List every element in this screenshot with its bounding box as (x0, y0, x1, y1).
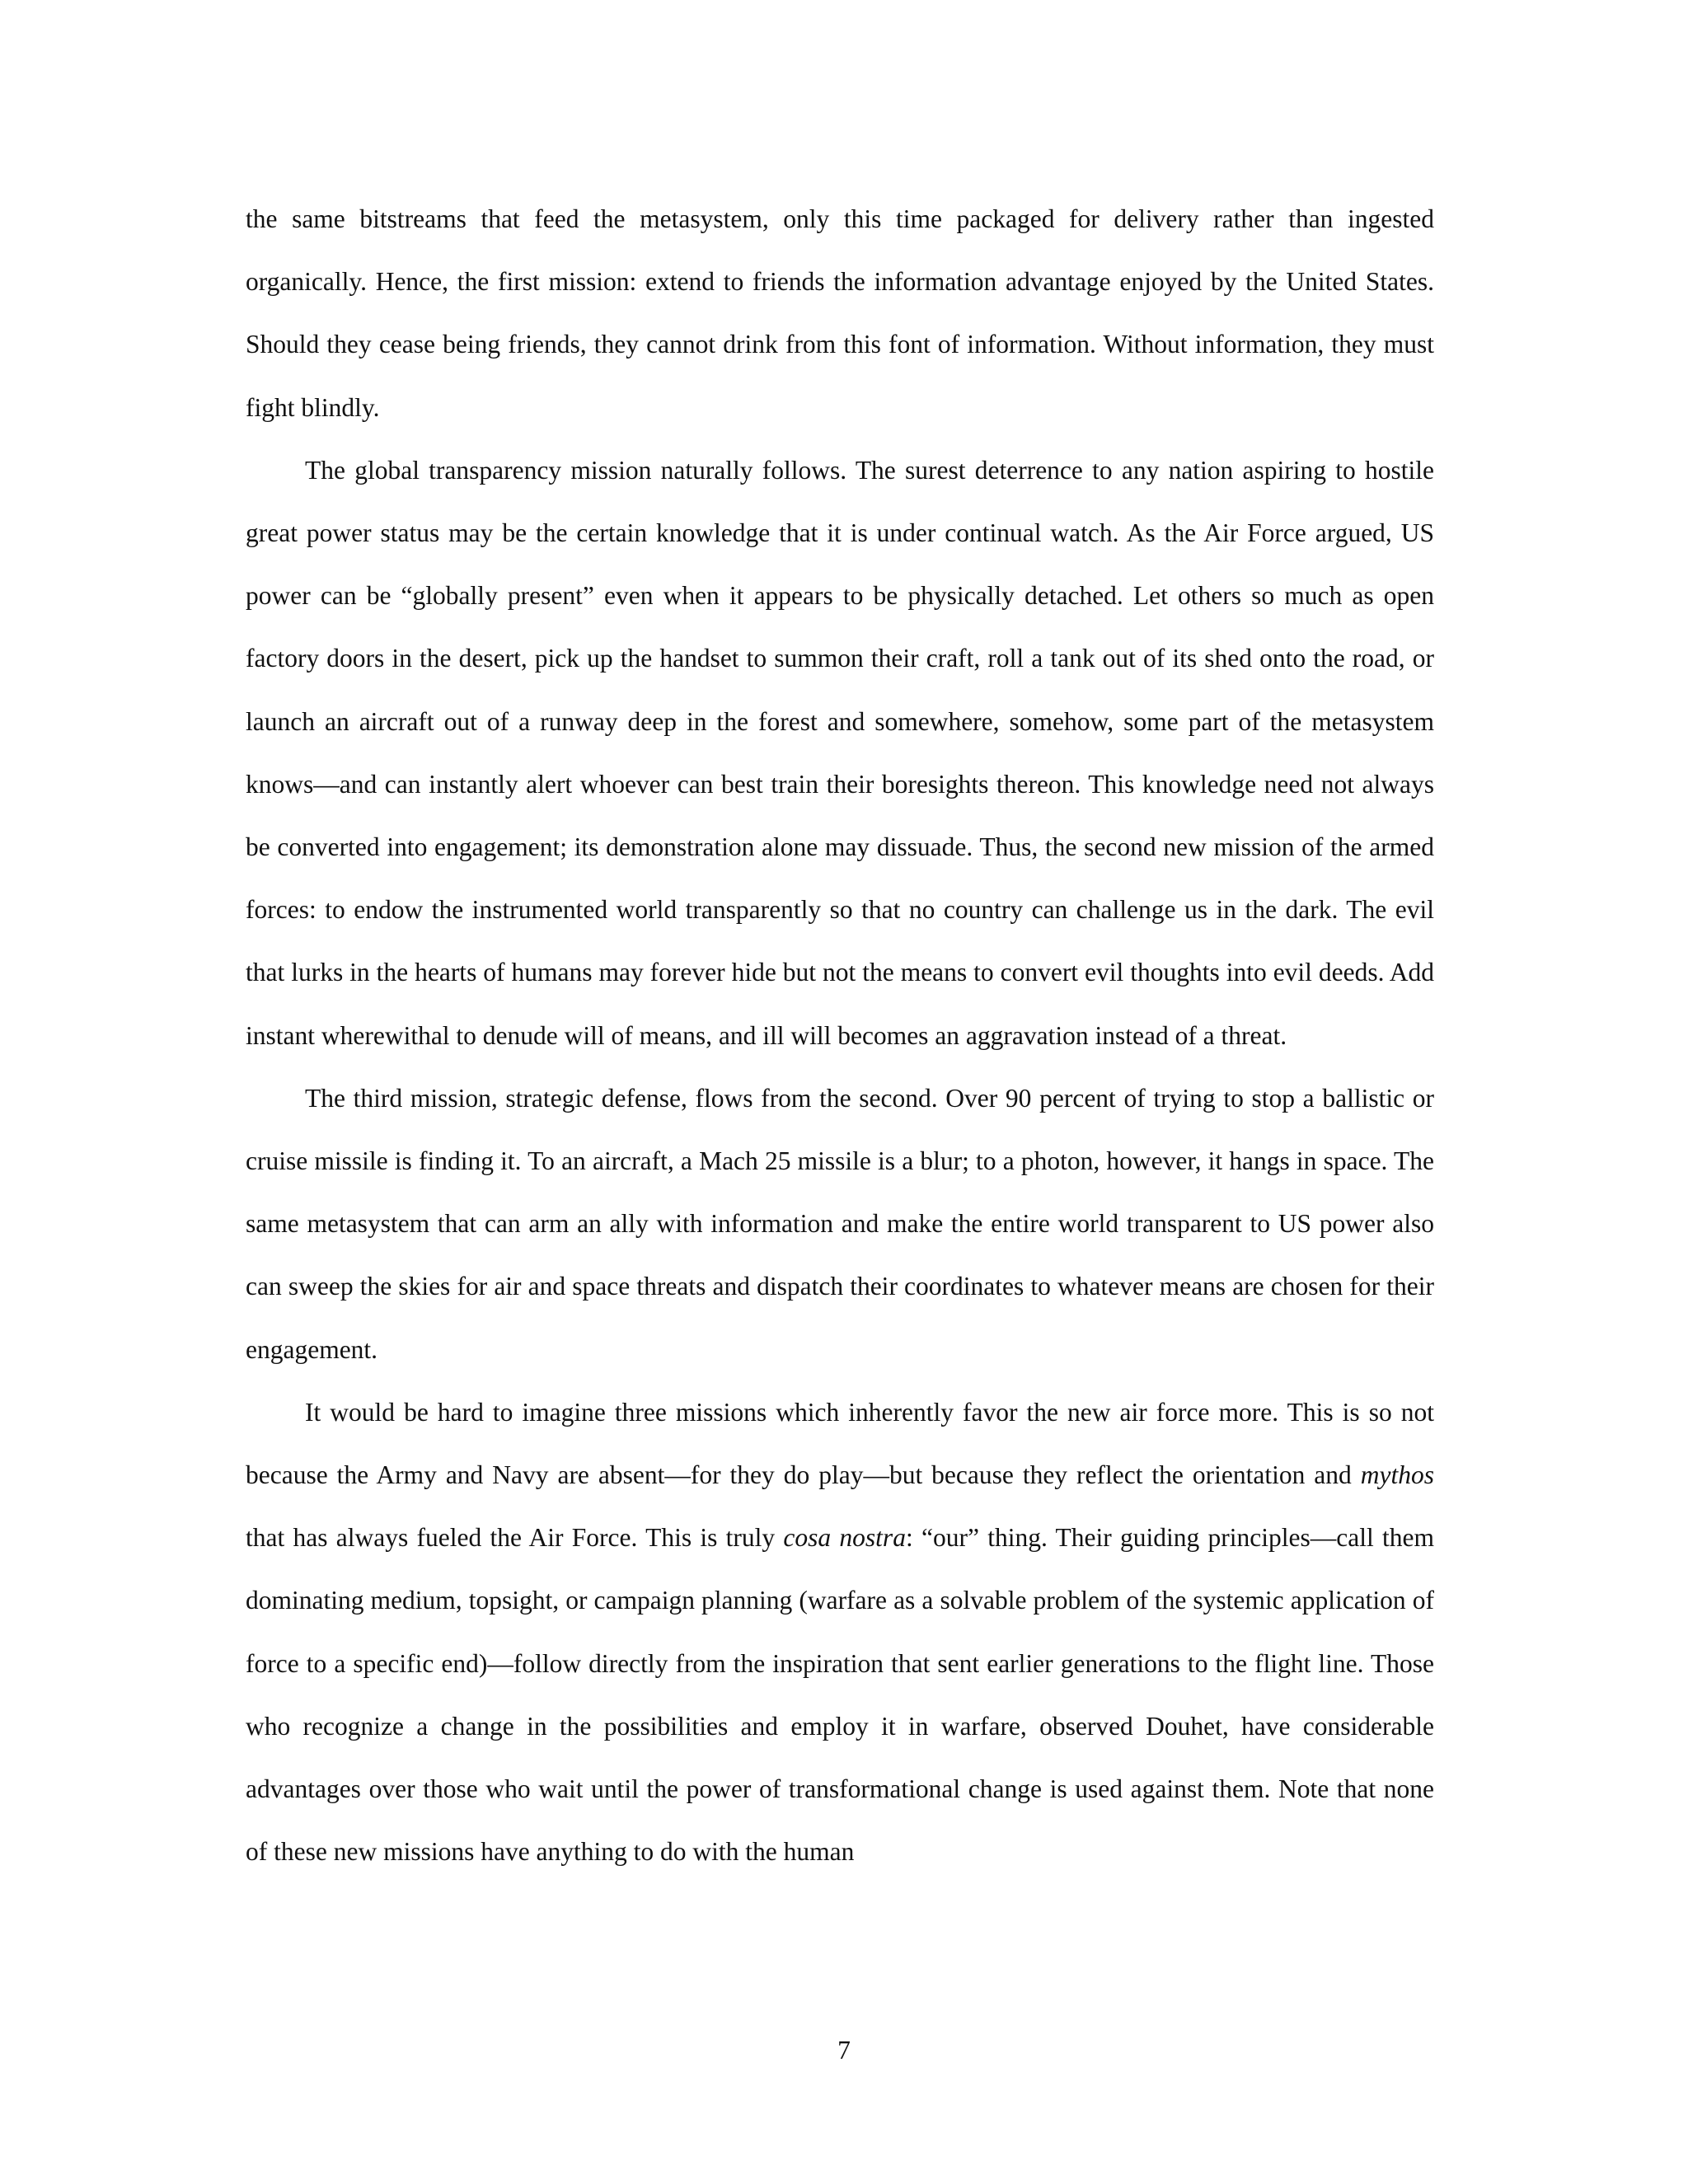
body-text (246, 188, 1434, 1883)
paragraph-text: that has always fueled the Air Force. This is truly (246, 1523, 784, 1553)
paragraph-text: the same bitstreams that feed the metasystem, only this time packaged for delivery rather than ingested organically. Hence, the first mission: extend to friends the information advantage enjoyed by the United States. Should they cease being friends, they cannot drink from this font of information. Without information, they must fight blindly. (246, 204, 1434, 422)
paragraph-3 (246, 1067, 1434, 1381)
paragraph-text: It would be hard to imagine three missions which inherently favor the new air force more. This is so not because the Army and Navy are absent—for they do play—but because they reflect the orientation and (246, 1397, 1434, 1490)
paragraph-text: : “our” thing. Their guiding principles—call them dominating medium, topsight, or campaign planning (warfare as a solvable problem of the systemic application of force to a specific end)—follow directly from the inspiration that sent earlier generations to the flight line. Those who recognize a change in the possibilities and employ it in warfare, observed Douhet, have considerable advantages over those who wait until the power of transformational change is used against them. Note that none of these new missions have anything to do with the human (246, 1523, 1434, 1867)
italic-term-cosa-nostra: cosa nostra (783, 1523, 906, 1553)
paragraph-2 (246, 439, 1434, 1067)
paragraph-4 (246, 1381, 1434, 1884)
page-number: 7 (837, 2036, 851, 2064)
paragraph-1 (246, 188, 1434, 439)
paragraph-text: The global transparency mission naturally follows. The surest deterrence to any nation aspiring to hostile great power status may be the certain knowledge that it is under continual watch. As the Air Force argued, US power can be “globally present” even when it appears to be physically detached. Let others so much as open factory doors in the desert, pick up the handset to summon their craft, roll a tank out of its shed onto the road, or launch an aircraft out of a runway deep in the forest and somewhere, somehow, some part of the metasystem knows—and can instantly alert whoever can best train their boresights thereon. This knowledge need not always be converted into engagement; its demonstration alone may dissuade. Thus, the second new mission of the armed forces: to endow the instrumented world transparently so that no country can challenge us in the dark. The evil that lurks in the hearts of humans may forever hide but not the means to convert evil thoughts into evil deeds. Add instant wherewithal to denude will of means, and ill will becomes an aggravation instead of a threat. (246, 455, 1434, 1050)
paragraph-text: The third mission, strategic defense, flows from the second. Over 90 percent of trying to stop a ballistic or cruise missile is finding it. To an aircraft, a Mach 25 missile is a blur; to a photon, however, it hangs in space. The same metasystem that can arm an ally with information and make the entire world transparent to US power also can sweep the skies for air and space threats and dispatch their coordinates to whatever means are chosen for their engagement. (246, 1083, 1434, 1364)
italic-term-mythos: mythos (1360, 1460, 1434, 1490)
